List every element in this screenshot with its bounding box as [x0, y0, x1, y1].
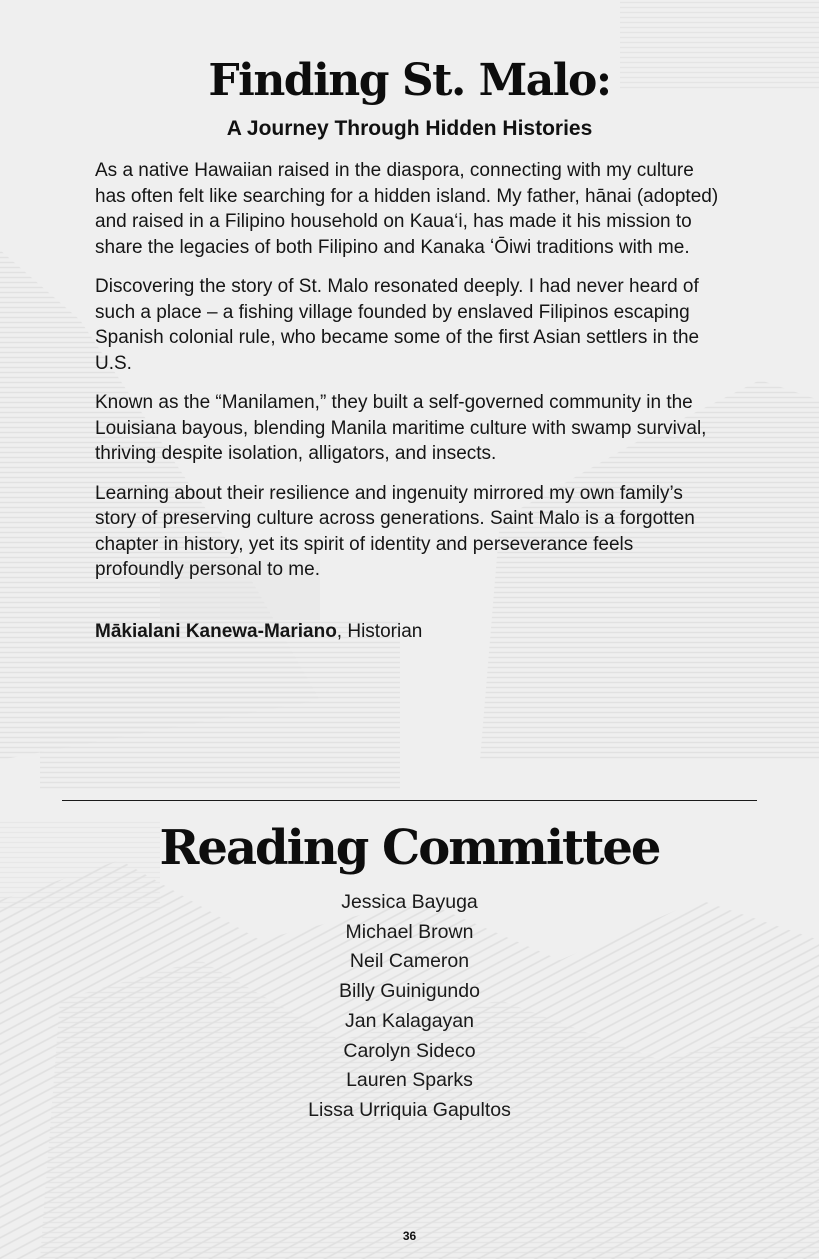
article-paragraph: As a native Hawaiian raised in the diaspora, connecting with my culture has often felt like searching for a hidden island. My father, hānai (adopted) and raised in a Filipino household on Kaua‘i, has made it his mission to share the legacies of both Filipino and Kanaka ʻŌiwi traditions with me.	[95, 160, 719, 258]
article-title: Finding St. Malo:	[208, 55, 611, 106]
committee-member: Lissa Urriquia Gapultos	[308, 1098, 511, 1121]
committee-member: Michael Brown	[345, 920, 474, 943]
article-paragraph: Learning about their resilience and ingenuity mirrored my own family’s story of preserving culture across generations. Saint Malo is a forgotten chapter in history, yet its spirit of identity and perseverance feels profoundly personal to me.	[95, 482, 695, 580]
article-paragraph: Discovering the story of St. Malo resonated deeply. I had never heard of such a place – a fishing village founded by enslaved Filipinos escaping Spanish colonial rule, who became some of the first Asian settlers in the U.S.	[95, 276, 700, 374]
article-paragraph: Known as the “Manilamen,” they built a self-governed community in the Louisiana bayous, blending Manila maritime culture with swamp survival, thriving despite isolation, alligators, and insects.	[95, 392, 707, 464]
article-subtitle: A Journey Through Hidden Histories	[226, 117, 593, 140]
article-body	[95, 158, 727, 658]
page-number: 36	[402, 1229, 417, 1243]
committee-title: Reading Committee	[159, 820, 660, 876]
committee-member: Jessica Bayuga	[341, 891, 478, 913]
section-divider	[62, 800, 757, 801]
committee-member: Lauren Sparks	[346, 1069, 473, 1092]
committee-member: Jan Kalagayan	[344, 1009, 475, 1032]
author-signature	[95, 619, 727, 645]
committee-list	[0, 888, 819, 1126]
committee-member: Neil Cameron	[349, 950, 470, 973]
committee-member: Carolyn Sideco	[343, 1039, 476, 1062]
committee-member: Billy Guinigundo	[339, 980, 480, 1003]
author-name: Mākialani Kanewa-Mariano	[95, 620, 337, 642]
author-role: , Historian	[336, 620, 423, 642]
